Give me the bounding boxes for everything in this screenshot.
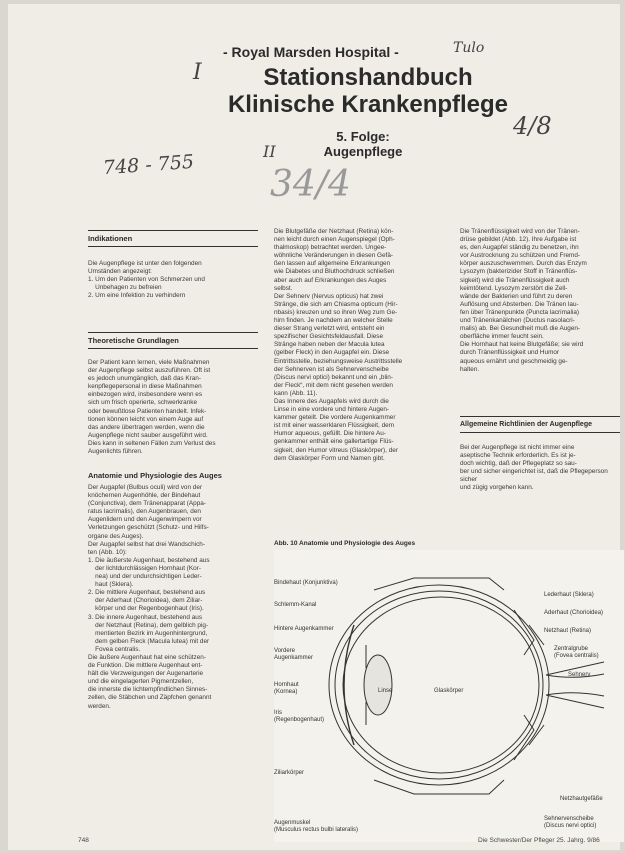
label-zentralgrube: Zentralgrube (Fovea centralis) [554,646,599,659]
heading-indikationen: Indikationen [88,234,133,243]
label-schlemm: Schlemm-Kanal [274,602,317,608]
label-augenmuskel: Augenmuskel (Musculus rectus bulbi lateralis) [274,820,359,833]
label-netzhautgefaesse: Netzhautgefäße [560,796,603,802]
text-column-two: Die Blutgefäße der Netzhaut (Retina) kön- nen leicht durch einen Augenspiegel (Oph- thalmoskop) betrachtet werden. Ungee- wöhnliche Veränderungen in diesen Gefä- ßen lassen auf allgemeine Erkrankungen wie Diabetes und Bluthochdruck schließen aber auch auf Erkrankungen des Auges selbst. Der Sehnerv (Nervus opticus) hat zwei Stränge, die sich am Chiasma opticum (Hir- nbasis) kreuzen und so ihren Weg zum Ge- hirn finden. Je nachdem an welcher Stelle dieser Strang verletzt wird, entsteht ein spezifischer Gesichtsfeldausfall. Diese Stränge haben neben der Macula lutea (gelber Fleck) in den Augapfel ein. Diese Eintrittsstelle, beziehungsweise Austrittsstelle der Sehnerven ist als Sehnervenscheibe (Discus nervi optici) bekannt und ein „blin- der Fleck“, mit dem nicht gesehen werden kann (Abb. 11). Das Innere des Augapfels wird durch die Linse in eine vordere und hintere Augen- kammer geteilt. Die vordere Augenkammer ist mit einer wasserklaren Flüssigkeit, dem Humor aqueous, gefüllt. Die hintere Au- genkammer enthält eine gallertartige Flüs- sigkeit, den Humor vitreus (Glaskörper), der dem Glaskörper Form und Namen gibt. [274,228,403,462]
label-bindehaut: Bindehaut (Konjunktiva) [274,580,338,586]
document-page [8,4,620,850]
heading-grundlagen: Theoretische Grundlagen [88,336,179,345]
section-rule [88,332,258,333]
eye-diagram [274,550,624,842]
label-linse: Linse [378,688,393,694]
sub-title: 5. Folge: Augenpflege [323,129,403,159]
label-aderhaut: Aderhaut (Chorioidea) [544,610,604,616]
label-sehnervenscheibe: Sehnervenscheibe (Discus nervi optici) [544,816,597,829]
heading-anatomie: Anatomie und Physiologie des Auges [88,471,222,480]
heading-richtlinien: Allgemeine Richtlinien der Augenpflege [460,421,592,428]
label-iris: Iris (Regenbogenhaut) [274,710,325,723]
handwritten-number: 34/4 [270,164,351,205]
handwritten-page-range: 748 - 755 [102,150,195,180]
handwritten-roman-one: I [193,60,202,85]
handwritten-tag: Tulo [453,40,485,56]
label-hintere-kammer: Hintere Augenkammer [274,626,334,632]
section-rule [88,230,258,231]
label-sehnerv: Sehnerv [568,672,591,678]
label-ziliarkoerper: Ziliarkörper [274,770,305,776]
label-glaskoerper: Glaskörper [434,688,464,694]
main-title: Stationshandbuch Klinische Krankenpflege [227,64,509,118]
section-rule [88,246,258,247]
section-rule [460,432,620,433]
text-anatomie: Der Augapfel (Bulbus oculi) wird von der knöchernen Augenhöhle, der Bindehaut (Conjunctiva), dem Tränenapparat (Appa- ratus lacrimalis), den Augenbrauen, den Augenlidern und den Augenwimpern vor Verletzungen geschützt (Schutz- und Hilfs- organe des Auges). Der Augapfel selbst hat drei Wandschich- ten (Abb. 10): 1. Die äußerste Augenhaut, bestehend aus der lichtdurchlässigen Hornhaut (Kor- nea) und der undurchsichtigen Leder- haut (Sklera). 2. Die mittlere Augenhaut, bestehend aus der Aderhaut (Chorioidea), dem Ziliar- körper und der Regenbogenhaut (Iris). 3. Die innere Augenhaut, bestehend aus der Netzhaut (Retina), dem gelblich pig- mentierten Bezirk im Augenhintergrund, dem gelben Fleck (Macula lutea) mit der Fovea centralis. Die äußere Augenhaut hat eine schützen- de Funktion. Die mittlere Augenhaut ent- hält die Verzweigungen der Augenarterie und die eingelagerten Pigmentzellen, die innerste die lichtempfindlichen Sinnes- zellen, die Stäbchen und Zäpfchen genannt werden. [88,484,212,710]
page-number: 748 [78,837,89,844]
handwritten-fraction: 4/8 [513,112,552,140]
journal-footer: Die Schwester/Der Pfleger 25. Jahrg. 9/86 [478,837,600,844]
text-richtlinien: Bei der Augenpflege ist nicht immer eine aseptische Technik erforderlich. Es ist je- doch wichtig, daß der Pflegeplatz so sau- ber und sicher eingerichtet ist, daß die Pflegeperson sicher und zügig vorgehen kann. [460,444,608,492]
handwritten-roman-two: II [263,142,276,161]
text-indikationen: Die Augenpflege ist unter den folgenden Umständen angezeigt: 1. Um den Patienten von Schmerzen und Unbehagen zu befreien 2. Um eine Infektion zu verhindern [88,260,205,300]
text-column-three: Die Tränenflüssigkeit wird von der Tränen- drüse gebildet (Abb. 12). Ihre Aufgabe ist es, den Augapfel ständig zu benetzen, ihn vor Austrocknung zu schützen und Fremd- körper auszuschwemmen. Durch das Enzym Lysozym (bakterizider Stoff in Tränenflüs- sigkeit) wird die Tränenflüssigkeit auch keimtötend. Lysozym zerstört die Zell- wände der Bakterien und führt zu deren Auflösung und Absterben. Die Tränen lau- fen über Tränenpunkte (Puncta lacrimalia) und Tränenkanälchen (Ductus nasolacri- malis) ab. Bei Gesundheit muß die Augen- oberfläche immer feucht sein. Die Hornhaut hat keine Blutgefäße; sie wird durch Tränenflüssigkeit und Humor aqueous ernährt und geschmeidig ge- halten. [460,228,587,373]
hospital-title: - Royal Marsden Hospital - [223,44,399,60]
figure-caption: Abb. 10 Anatomie und Physiologie des Auges [274,540,416,547]
label-vordere-kammer: Vordere Augenkammer [274,648,314,661]
section-rule [460,416,620,417]
label-lederhaut: Lederhaut (Sklera) [544,592,594,598]
section-rule [88,348,258,349]
text-grundlagen: Der Patient kann lernen, viele Maßnahmen der Augenpflege selbst auszuführen. Oft ist es jedoch unumgänglich, daß das Kran- kenpflegepersonal in diese Maßnahmen einbezogen wird, insbesondere wenn es sich um frisch operierte, schwerkranke oder bewußtlose Patienten handelt. Infek- tionen können leicht von einem Auge auf das andere übertragen werden, wenn die Augenpflege nicht sauber ausgeführt wird. Dies kann in seltenen Fällen zum Verlust des Augenlichts führen. [88,359,216,456]
label-hornhaut: Hornhaut (Kornea) [274,682,299,695]
label-netzhaut: Netzhaut (Retina) [544,628,592,634]
